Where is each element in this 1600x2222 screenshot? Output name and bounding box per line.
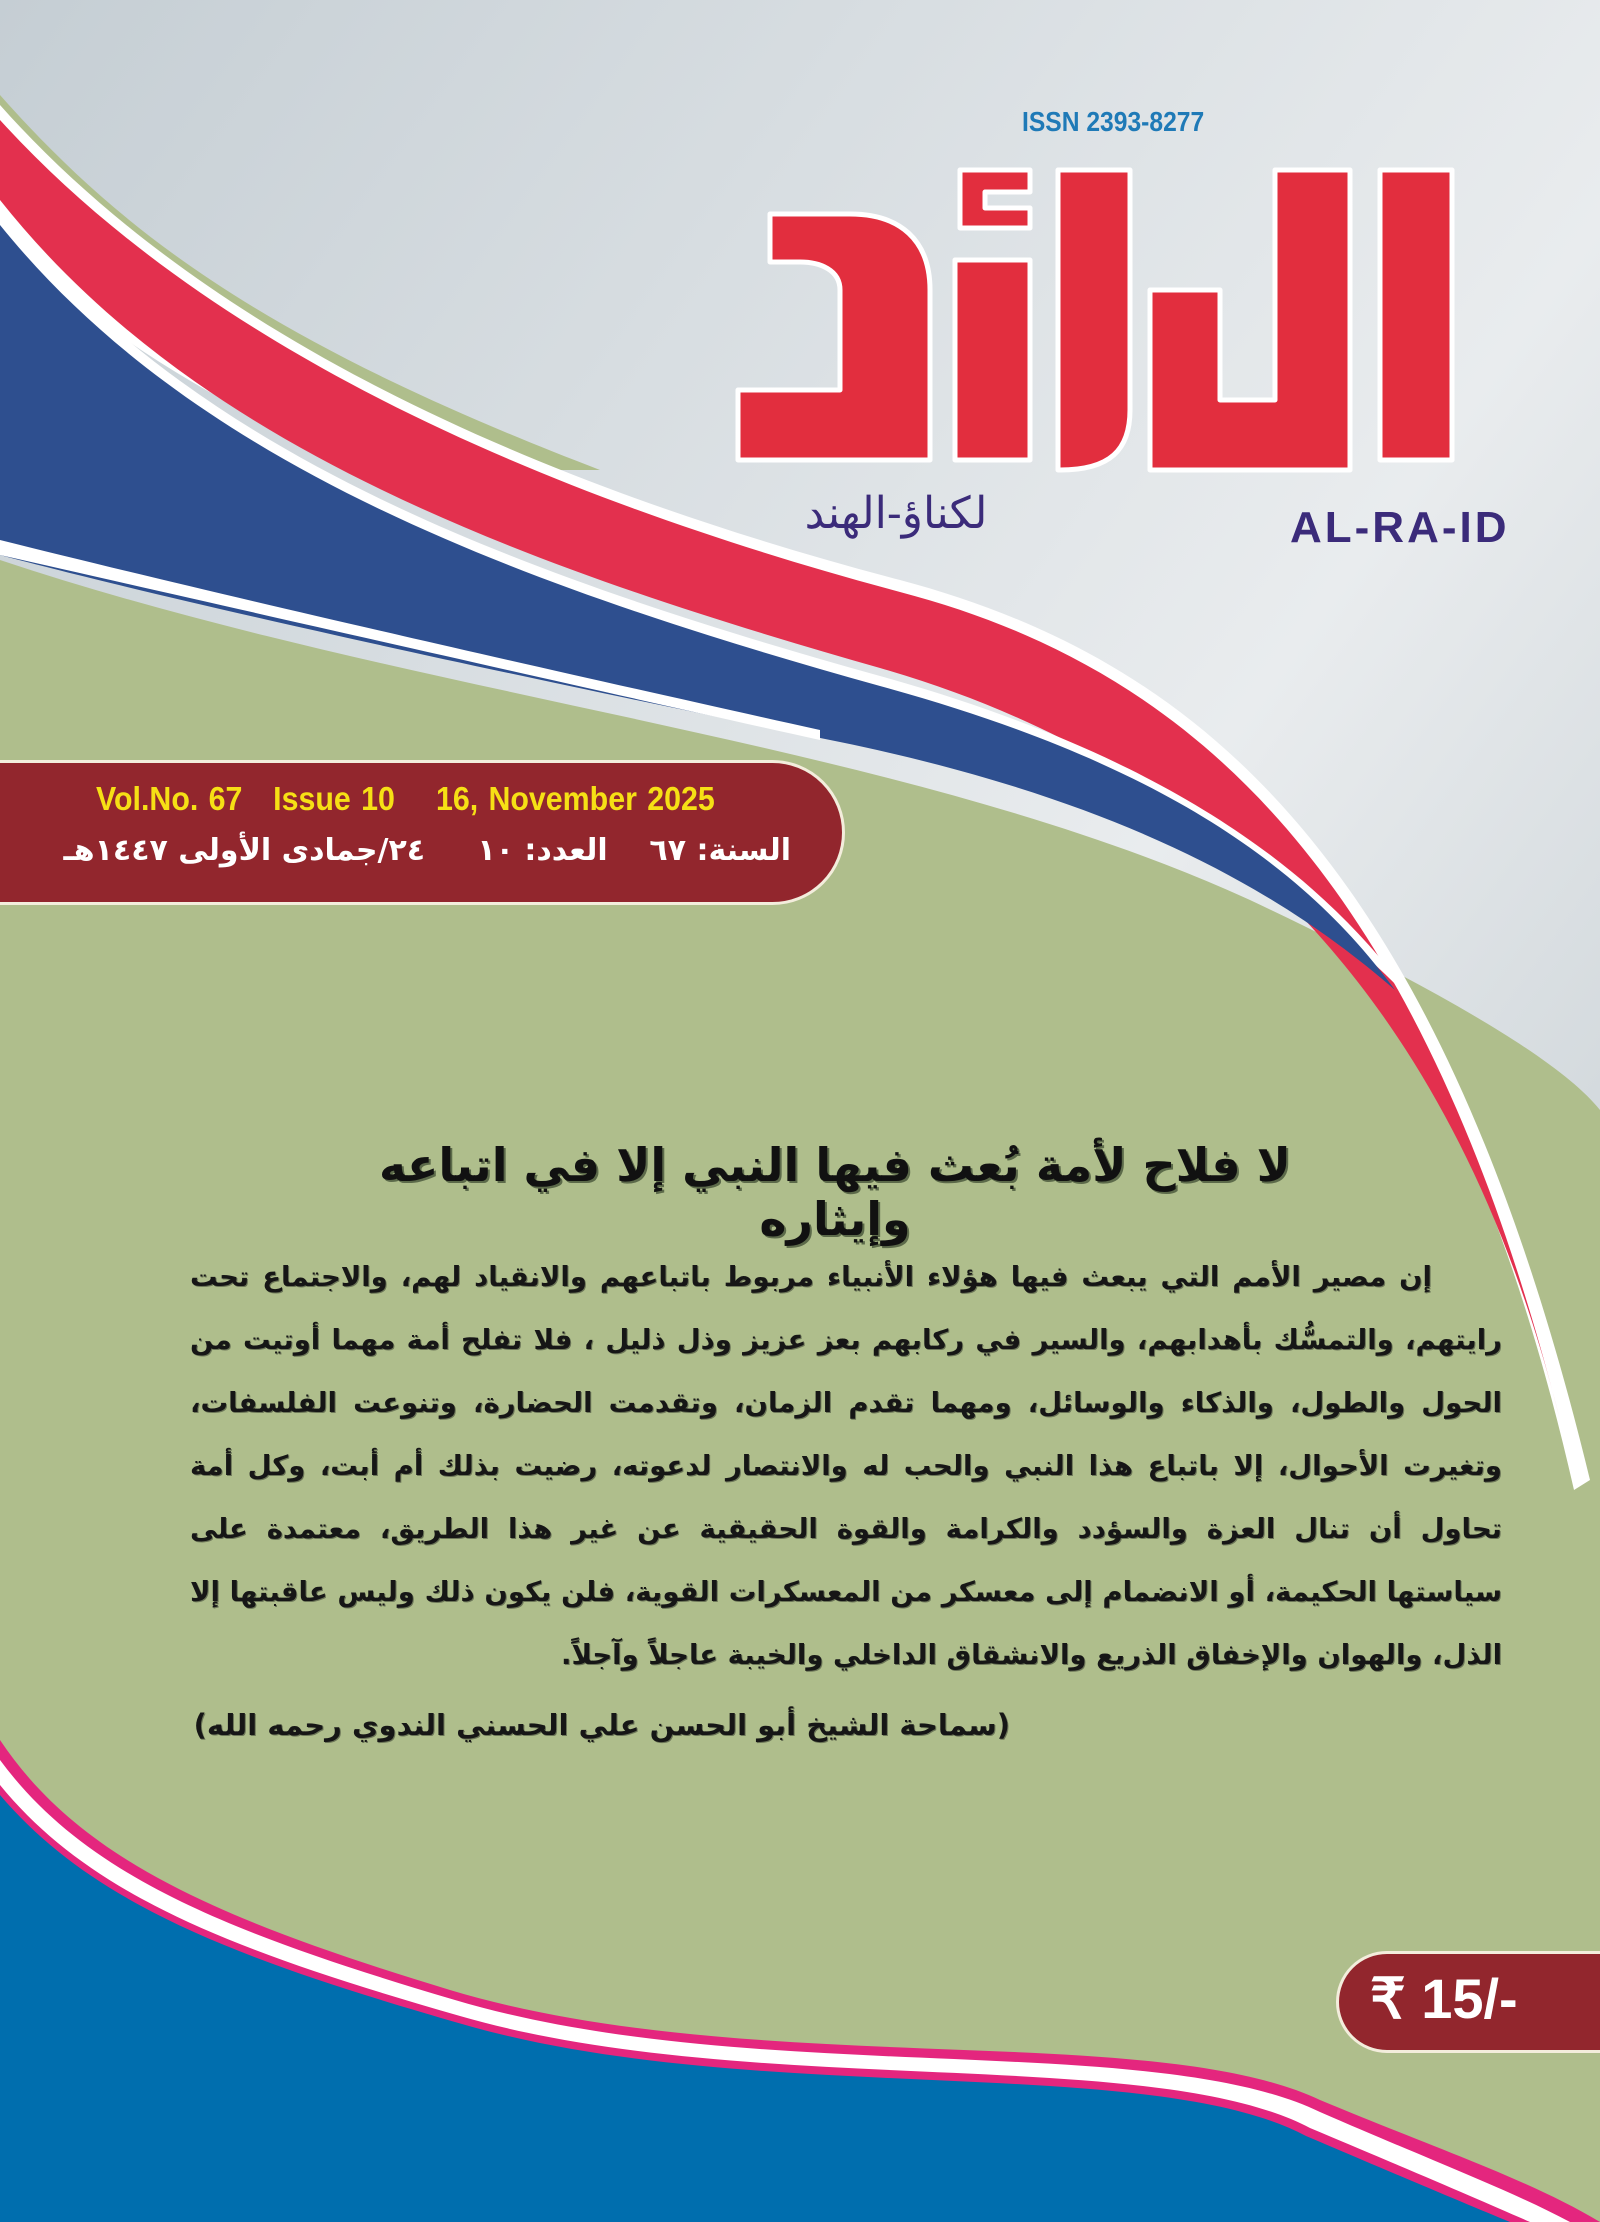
masthead-logo — [730, 150, 1530, 480]
article-paragraph: إن مصير الأمم التي يبعث فيها هؤلاء الأنبياء مربوط باتباعهم والانقياد لهم، والاجتماع تحت رايتهم، والتمسُّك بأهدابهم، والسير في ركابهم بعز عزيز وذل ذليل ، فلا تفلح أمة مهما أوتيت من الحول والطول، والذكاء والوسائل، ومهما تقدم الزمان، وتقدمت الحضارة، وتنوعت الفلسفات، وتغيرت الأحوال، إلا باتباع هذا النبي والحب له والانتصار لدعوته، رضيت بذلك أم أبت، وكل أمة تحاول أن تنال العزة والسؤدد والكرامة والقوة الحقيقية عن غير هذا الطريق، معتمدة على سياستها الحكيمة، أو الانضمام إلى معسكر من المعسكرات القوية، فلن يكون ذلك وليس عاقبتها إلا الذل، والهوان والإخفاق الذريع والانشقاق الداخلي والخيبة عاجلاً وآجلاً. — [190, 1261, 1502, 1671]
masthead-title-en: AL-RA-ID — [1290, 503, 1510, 552]
price-label: ₹ 15/- — [1370, 1967, 1518, 2030]
article-body — [190, 1246, 1502, 1687]
masthead-location-ar: لكناؤ-الهند — [804, 488, 988, 539]
issn-number: ISSN 2393-8277 — [1022, 106, 1205, 137]
article-title: لا فلاح لأمة بُعث فيها النبي إلا في اتباعه وإيثاره — [379, 1138, 1291, 1246]
article-author: (سماحة الشيخ أبو الحسن علي الحسني الندوي رحمه الله) — [193, 1708, 1010, 1742]
issue-info-english: Vol.No. 67 Issue 10 16, November 2025 — [96, 780, 715, 817]
issue-info-arabic: السنة: ٦٧ العدد: ١٠ ٢٤/جمادى الأولى ١٤٤٧هـ — [63, 833, 791, 868]
